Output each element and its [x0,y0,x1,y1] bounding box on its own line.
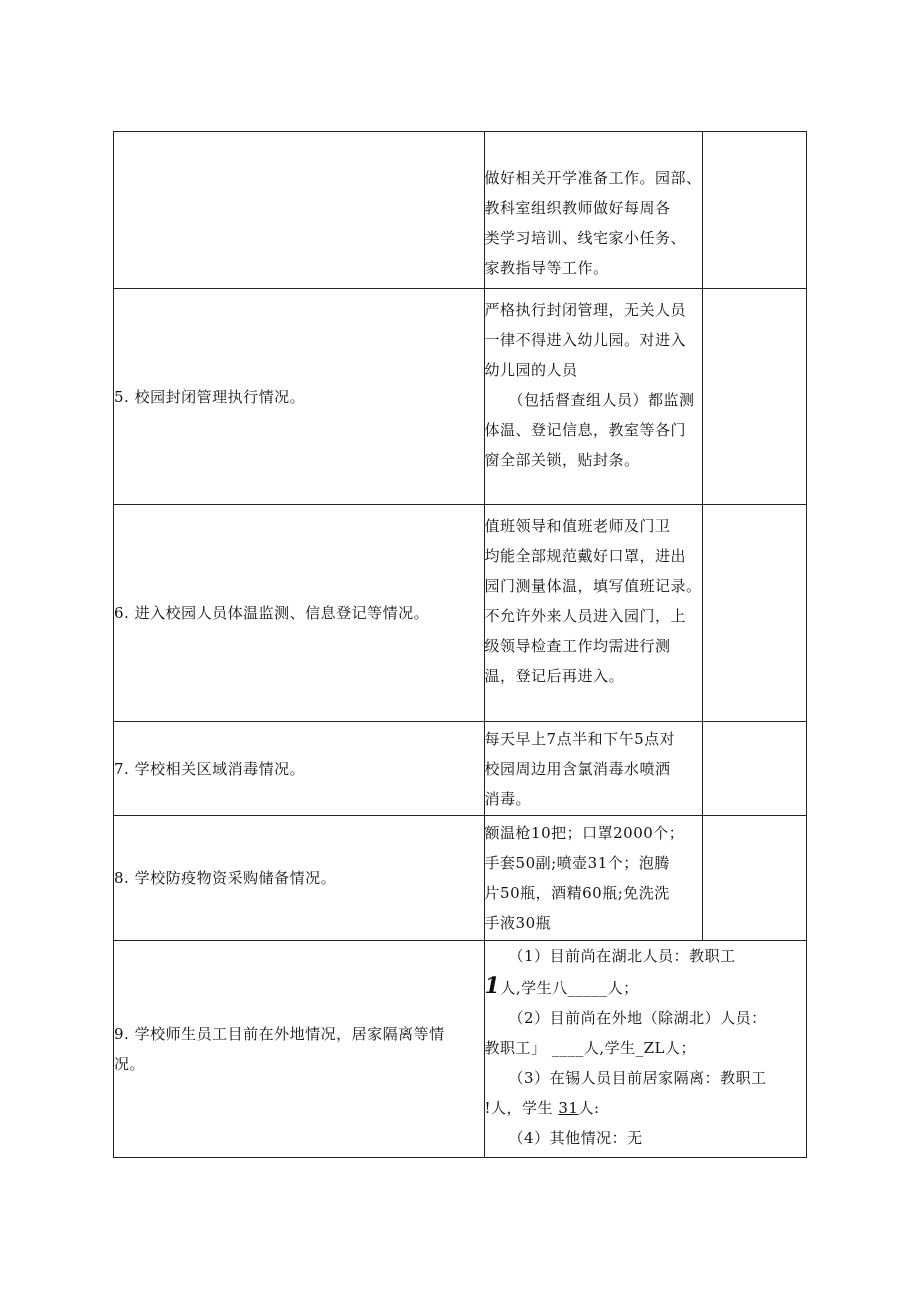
item-line: 9. 学校师生员工目前在外地情况，居家隔离等情 [114,1025,445,1043]
content-line: 做好相关开学准备工作。园部、 [484,169,702,187]
wuxi-count-line [485,1093,806,1123]
content-line: 园门测量体温，填写值班记录。 [484,577,702,595]
content-line: 值班领导和值班老师及门卫 [484,517,671,535]
blank-field: _____ [567,979,608,997]
blank-field: ____ [551,1039,584,1057]
content-line: 片50瓶，酒精60瓶;免洗洗 [484,884,670,902]
text-fragment: 人,学生八 [500,979,568,997]
content-line: 额温枪10把；口罩2000个； [484,824,685,842]
text-fragment: !人，学生 [484,1099,554,1117]
content-line: 手液30瓶 [484,914,552,932]
other-region-line: （2）目前尚在外地（除湖北）人员： [508,1009,767,1027]
hubei-staff-count: 1 [484,973,501,999]
table-row [114,505,807,722]
item-cell: 7. 学校相关区域消毒情况。 [114,722,485,816]
content-line: 一律不得进入幼儿园。对进入 [484,331,687,349]
content-line: 温，登记后再进入。 [484,667,625,685]
text-fragment: 人； [607,979,639,997]
remarks-cell [702,816,806,941]
content-cell [484,941,806,1158]
table-row [114,289,807,505]
content-line: 消毒。 [484,789,532,808]
table-row [114,132,807,289]
content-cell [484,816,702,941]
text-fragment: 人: [578,1099,600,1117]
content-line: 严格执行封闭管理，无关人员 [484,301,687,319]
content-line: 手套50副;喷壶31个；泡腾 [484,854,670,872]
other-situation-line: （4）其他情况：无 [508,1129,643,1147]
item-cell [114,941,485,1158]
item-cell: 5. 校园封闭管理执行情况。 [114,289,485,505]
item-cell: 6. 进入校园人员体温监测、信息登记等情况。 [114,505,485,722]
content-line: 级领导检查工作均需进行测 [484,637,671,655]
item-cell: 8. 学校防疫物资采购储备情况。 [114,816,485,941]
content-cell [484,505,702,722]
wuxi-line: （3）在锡人员目前居家隔离：教职工 [508,1069,767,1087]
wuxi-student-count: 31 [558,1099,579,1117]
content-cell [484,132,702,289]
content-line: 不允许外来人员进入园门，上 [484,607,687,625]
content-line: 均能全部规范戴好口罩，进出 [484,547,687,565]
content-line: 体温、登记信息，教室等各门 [484,421,687,439]
hubei-line: （1）目前尚在湖北人员：教职工 [508,947,736,965]
content-line: 校园周边用含氯消毒水喷洒 [484,759,671,778]
table-row [114,941,807,1158]
content-line: 每天早上7点半和下午5点对 [484,729,676,748]
content-line: （包括督查组人员）都监测 [508,391,695,409]
text-fragment: 人,学生_ZL [583,1039,665,1057]
table-row [114,816,807,941]
table-row [114,722,807,816]
content-line: 家教指导等工作。 [484,259,609,277]
content-line: 窗全部关锁，贴封条。 [484,451,640,469]
remarks-cell [702,132,806,289]
content-cell [484,722,702,816]
remarks-cell [702,289,806,505]
remarks-cell [702,505,806,722]
inspection-table [113,131,807,1158]
hubei-count-line [485,971,806,1003]
content-line: 教科室组织教师做好每周各 [484,199,671,217]
content-line: 幼儿园的人员 [484,361,578,379]
other-count-line [485,1033,806,1063]
text-fragment: 人； [664,1039,696,1057]
text-fragment: 教职工」 [484,1039,547,1057]
remarks-cell [702,722,806,816]
item-cell [114,132,485,289]
item-line: 况。 [114,1055,146,1073]
content-line: 类学习培训、线宅家小任务、 [484,229,687,247]
content-cell [484,289,702,505]
